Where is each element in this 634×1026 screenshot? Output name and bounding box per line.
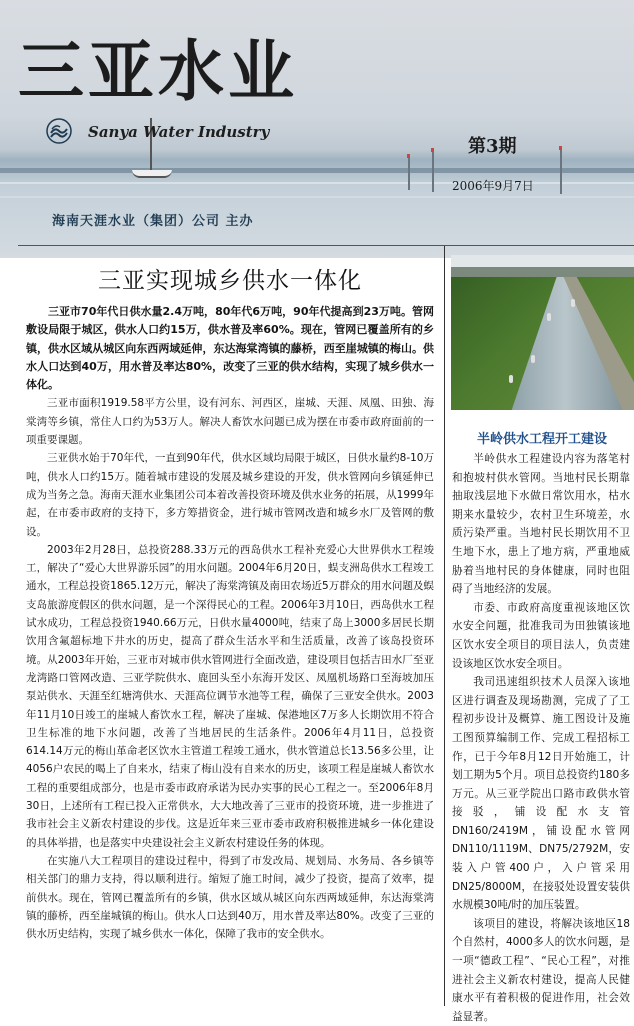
side-article-paragraph: 半岭供水工程建设内容为落笔村和抱坡村供水管网。当地村民长期靠抽取浅层地下水做日常饮用水，枯水期来水量较少，农村卫生环境差，水质污染严重。当地村民长期饮用不卫生地下水，患上了地方病，严重地威胁着当地村民的身体健康，同时也阻碍了当地经济的发展。 [452, 453, 630, 596]
main-article-body [26, 303, 434, 943]
main-article-paragraph: 在实施八大工程项目的建设过程中，得到了市发改局、规划局、水务局、各乡镇等相关部门的鼎力支持，得以顺利进行。缩短了施工时间，减少了投资，提高了效率，提前供水。现在，管网已覆盖所有的乡镇，供水区域从城区向东西两域延伸，东达海棠湾镇的藤桥，西至崖城镇的梅山。供水人口达到40万，用水普及率达80%。改变了三亚的供水历史结构，实现了城乡供水一体化，保障了我市的安全供水。 [26, 854, 434, 941]
side-article-headline: 半岭供水工程开工建设 [476, 432, 607, 447]
channel-pole-tip [407, 154, 410, 158]
photo-worker [571, 299, 575, 307]
photo-hills [451, 267, 634, 277]
photo-worker [509, 375, 513, 383]
channel-pole [408, 158, 410, 190]
channel-pole [560, 150, 562, 194]
main-article-paragraph: 2003年2月28日，总投资288.33万元的西岛供水工程补充爱心大世界供水工程竣工，解决了“爱心大世界游乐园”的用水问题。2004年6月20日，蜈支洲岛供水工程竣工通水，工程总投资1865.12万元，解决了海棠湾镇及南田农场近5万群众的用水问题及蜈支岛旅游度假区的供水问题，是一个深得民心的工程。2006年3月10日，西岛供水工程试水成功，工程总投资1940.66万元，日供水量4000吨，结束了岛上3000多居民长期饮用含氟超标地下井水的历史，提高了群众生活水平和生活质量，改善了该岛投资环境。从2003年开始，三亚市对城市供水管网进行全面改造，建设项目包括吉田水厂至亚龙湾路口管网改造、三亚学院供水、鹿回头至小东海开发区、凤凰机场路口至海坡加压泵站供水、天涯至红塘湾供水、天涯高位调节水池等工程，确保了三亚安全供水。2003年11月10日竣工的崖城人畜饮水工程，解决了崖城、保港地区7万多人长期饮用不符合卫生标准的地下水问题，改善了当地居民的生活条件。2006年4月11日，总投资614.14万元的梅山革命老区饮水主管道工程竣工通水，供水管道总长13.56多公里，让4056户农民的喝上了自来水，结束了梅山没有自来水的历史，该项工程是崖城人畜饮水工程的重要组成部分，也是市委市政府承诺为民办实事的民心工程之一。至2006年8月30日，上述所有工程已投入正常供水，大大地改善了三亚市的投资环境，进一步推进了我市社会主义新农村建设的步伐。这是近年来三亚市委市政府积极推进城乡一体化建设的具体举措，也是落实中央建设社会主义新农村建设任务的体现。 [26, 543, 434, 849]
main-article-headline: 三亚实现城乡供水一体化 [98, 268, 362, 294]
sailboat-hull [132, 170, 172, 178]
side-article-paragraph: 该项目的建设，将解决该地区18个自然村，4000多人的饮水问题，是一项“德政工程”、“民心工程”，对推进社会主义新农村建设，提高人民健康水平有着积极的促进作用，社会效益显著。 [452, 917, 630, 1023]
masthead-divider [18, 245, 634, 246]
sanya-water-logo-icon [46, 118, 72, 144]
water-streak [0, 196, 634, 198]
canal-construction-photo [451, 255, 634, 410]
issue-number: 第3期 [468, 136, 517, 157]
photo-worker [547, 313, 551, 321]
side-article-body [452, 450, 630, 1026]
channel-pole-tip [559, 146, 562, 150]
issue-date: 2006年9月7日 [452, 179, 534, 193]
column-divider [444, 246, 445, 1006]
main-article-paragraph: 三亚供水始于70年代，一直到90年代，供水区域均局限于城区，日供水量约8-10万吨，供水人口约15万。随着城市建设的发展及城乡建设的开发，供水管网向乡镇延伸已成为当务之急。海南天涯水业集团公司本着改善投资环境及供水业务的拓展，从1999年起，在市委市政府的支持下，多方筹措资金，进行城市管网改造和城乡水厂及管网的敷设。 [26, 452, 434, 538]
side-article-paragraph: 我司迅速组织技术人员深入该地区进行调查及现场勘测，完成了了工程初步设计及概算、施工图设计及施工图预算编制工作、完成工程招标工作，已于今年8月12日开始施工，计划工期为5个月。项目总投资约180多万元。从三亚学院出口路市政供水管接驳，铺设配水支管DN160/2419M，铺设配水管网DN110/1119M、DN75/2792M，安装入户管400户，入户管采用DN25/8000M，在接驳处设置安装供水规模30吨/时的加压装置。 [452, 676, 630, 912]
newsletter-title-english: Sanya Water Industry [88, 123, 270, 141]
main-article-lead: 三亚市70年代日供水量2.4万吨，80年代6万吨，90年代提高到23万吨。管网敷设局限于城区，供水人口约15万，供水普及率60%。现在，管网已覆盖所有的乡镇，供水区域从城区向东西两域延伸，东达海棠湾镇的藤桥，西至崖城镇的梅山。供水人口达到40万，用水普及率达80%，改变了三亚的供水结构，实现了城乡供水一体化。 [26, 305, 434, 392]
channel-pole-tip [431, 148, 434, 152]
horizon-line [0, 168, 634, 173]
newsletter-title: 三亚水业 [18, 32, 298, 110]
water-streak [0, 182, 634, 184]
masthead [0, 0, 634, 258]
side-article-paragraph: 市委、市政府高度重视该地区饮水安全问题，批准我司为田独镇该地区饮水安全项目的项目法人，负责建设该地区饮水安全项目。 [452, 601, 630, 670]
channel-pole [432, 152, 434, 192]
main-article-paragraph: 三亚市面积1919.58平方公里，设有河东、河西区，崖城、天涯、凤凰、田独、海棠湾等乡镇，常住人口约为53万人。解决人畜饮水问题已成为摆在市委市政府面前的一项重要课题。 [26, 397, 434, 447]
publisher-line: 海南天涯水业（集团）公司 主办 [52, 214, 254, 229]
photo-worker [531, 355, 535, 363]
